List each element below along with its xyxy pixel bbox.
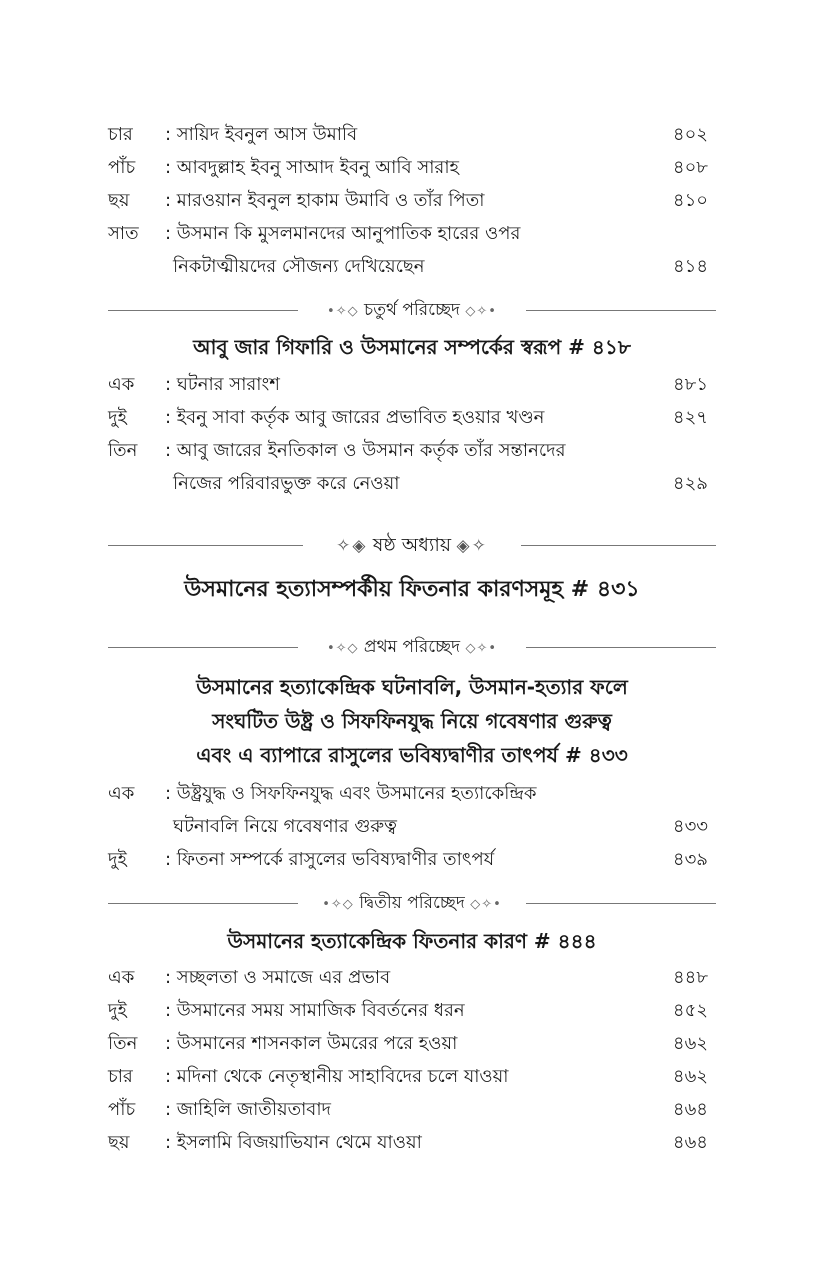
ornament-icon: •✧◇ <box>326 641 359 656</box>
toc-title: : আবদুল্লাহ ইবনু সাআদ ইবনু আবি সারাহ <box>165 157 460 178</box>
toc-title: : উসমানের সময় সামাজিক বিবর্তনের ধরন <box>165 1000 465 1021</box>
ornament-icon: ◇✧• <box>470 897 502 912</box>
toc-page-number: ৪০৮ <box>672 157 708 178</box>
ornament-icon: ◇✧• <box>465 304 497 319</box>
section-divider <box>108 888 716 918</box>
toc-section-1 <box>108 118 716 283</box>
toc-row <box>108 368 716 401</box>
ornament-icon: •✧◇ <box>322 897 354 912</box>
toc-page-number: ৪৫২ <box>672 1000 708 1021</box>
toc-title: : উসমানের শাসনকাল উমরের পরে হওয়া <box>165 1033 458 1054</box>
toc-page-number: ৪২৭ <box>672 407 708 428</box>
toc-number: পাঁচ <box>108 1099 136 1120</box>
toc-page-number: ৪৬২ <box>672 1033 708 1054</box>
chapter-divider <box>108 530 716 560</box>
toc-number: দুই <box>108 1000 127 1021</box>
toc-row <box>108 151 716 184</box>
toc-row <box>108 434 716 467</box>
section-label: দ্বিতীয় পরিচ্ছেদ <box>359 893 465 913</box>
toc-page-number: ৪২৯ <box>672 473 708 494</box>
ornament-icon: •✧◇ <box>327 304 359 319</box>
toc-row <box>108 843 716 876</box>
toc-number: এক <box>108 783 135 804</box>
toc-row-continuation <box>108 250 716 283</box>
toc-row <box>108 184 716 217</box>
toc-row <box>108 118 716 151</box>
toc-number: পাঁচ <box>108 157 136 178</box>
toc-title: : ইসলামি বিজয়াভিযান থেমে যাওয়া <box>165 1132 422 1153</box>
ornament-icon: ◈✧ <box>456 536 488 556</box>
toc-page-number: ৪৩৩ <box>672 816 708 837</box>
toc-number: ছয় <box>108 190 130 211</box>
toc-page-number: ৪০২ <box>672 124 708 145</box>
toc-section-2 <box>108 368 716 500</box>
toc-number: তিন <box>108 1033 138 1054</box>
toc-row <box>108 994 716 1027</box>
section-divider <box>108 295 716 325</box>
toc-number: সাত <box>108 223 139 244</box>
toc-title: : ঘটনার সারাংশ <box>165 374 280 395</box>
toc-title: : ফিতনা সম্পর্কে রাসুলের ভবিষ্যদ্বাণীর তাৎপর্য <box>165 849 495 870</box>
toc-title: : মারওয়ান ইবনুল হাকাম উমাবি ও তাঁর পিতা <box>165 190 485 211</box>
toc-number: এক <box>108 967 135 988</box>
toc-row <box>108 217 716 250</box>
toc-title: : আবু জারের ইনতিকাল ও উসমান কর্তৃক তাঁর সন্তানদের <box>165 440 566 461</box>
toc-row <box>108 1027 716 1060</box>
toc-row-continuation <box>108 467 716 500</box>
section-label: প্রথম পরিচ্ছেদ <box>363 637 461 657</box>
toc-page-number: ৪৬৪ <box>672 1099 708 1120</box>
toc-page-number: ৪৬৪ <box>672 1132 708 1153</box>
toc-row-continuation <box>108 810 716 843</box>
section-divider <box>108 632 716 662</box>
toc-number: দুই <box>108 849 127 870</box>
section-heading: উসমানের হত্যাকেন্দ্রিক ফিতনার কারণ # ৪৪৪ <box>227 929 597 953</box>
ornament-icon: ✧◈ <box>336 536 368 556</box>
chapter-heading: উসমানের হত্যাসম্পর্কীয় ফিতনার কারণসমূহ # ৪৩১ <box>184 577 640 602</box>
toc-number: তিন <box>108 440 138 461</box>
toc-row <box>108 401 716 434</box>
toc-number: এক <box>108 374 135 395</box>
toc-title-continued: নিকটাত্মীয়দের সৌজন্য দেখিয়েছেন <box>173 256 425 277</box>
toc-title-continued: ঘটনাবলি নিয়ে গবেষণার গুরুত্ব <box>173 816 397 837</box>
toc-row <box>108 1126 716 1159</box>
toc-number: চার <box>108 124 133 145</box>
chapter-label: ষষ্ঠ অধ্যায় <box>372 534 452 556</box>
toc-number: দুই <box>108 407 127 428</box>
toc-row <box>108 1093 716 1126</box>
section-heading: উসমানের হত্যাকেন্দ্রিক ঘটনাবলি, উসমান-হত্যার ফলে সংঘটিত উষ্ট্র ও সিফফিনযুদ্ধ নিয়ে গবেষণার গুরুত্ব এবং এ ব্যাপারে রাসুলের ভবিষ্যদ্বাণীর তাৎপর্য # ৪৩৩ <box>196 675 628 767</box>
toc-row <box>108 961 716 994</box>
toc-title: : মদিনা থেকে নেতৃস্থানীয় সাহাবিদের চলে যাওয়া <box>165 1066 509 1087</box>
toc-number: ছয় <box>108 1132 130 1153</box>
toc-page-number: ৪১০ <box>672 190 708 211</box>
toc-page-number: ৪৩৯ <box>672 849 708 870</box>
toc-page-number: ৪৬২ <box>672 1066 708 1087</box>
toc-title-continued: নিজের পরিবারভুক্ত করে নেওয়া <box>173 473 400 494</box>
toc-page-number: ৪১৪ <box>672 256 708 277</box>
toc-page-number: ৪৮১ <box>672 374 708 395</box>
toc-title: : সচ্ছলতা ও সমাজে এর প্রভাব <box>165 967 391 988</box>
toc-section-3 <box>108 777 716 876</box>
toc-number: চার <box>108 1066 133 1087</box>
ornament-icon: ◇✧• <box>465 641 498 656</box>
toc-title: : সায়িদ ইবনুল আস উমাবি <box>165 124 358 145</box>
toc-title: : উসমান কি মুসলমানদের আনুপাতিক হারের ওপর <box>165 223 521 244</box>
toc-row <box>108 1060 716 1093</box>
section-heading: আবু জার গিফারি ও উসমানের সম্পর্কের স্বরূপ # ৪১৮ <box>193 335 631 359</box>
toc-section-4 <box>108 961 716 1159</box>
toc-page-number: ৪৪৮ <box>672 967 708 988</box>
toc-title: : জাহিলি জাতীয়তাবাদ <box>165 1099 332 1120</box>
toc-title: : উষ্ট্রযুদ্ধ ও সিফফিনযুদ্ধ এবং উসমানের হত্যাকেন্দ্রিক <box>165 783 537 804</box>
toc-row <box>108 777 716 810</box>
toc-title: : ইবনু সাবা কর্তৃক আবু জারের প্রভাবিত হওয়ার খণ্ডন <box>165 407 545 428</box>
section-label: চতুর্থ পরিচ্ছেদ <box>364 300 460 320</box>
